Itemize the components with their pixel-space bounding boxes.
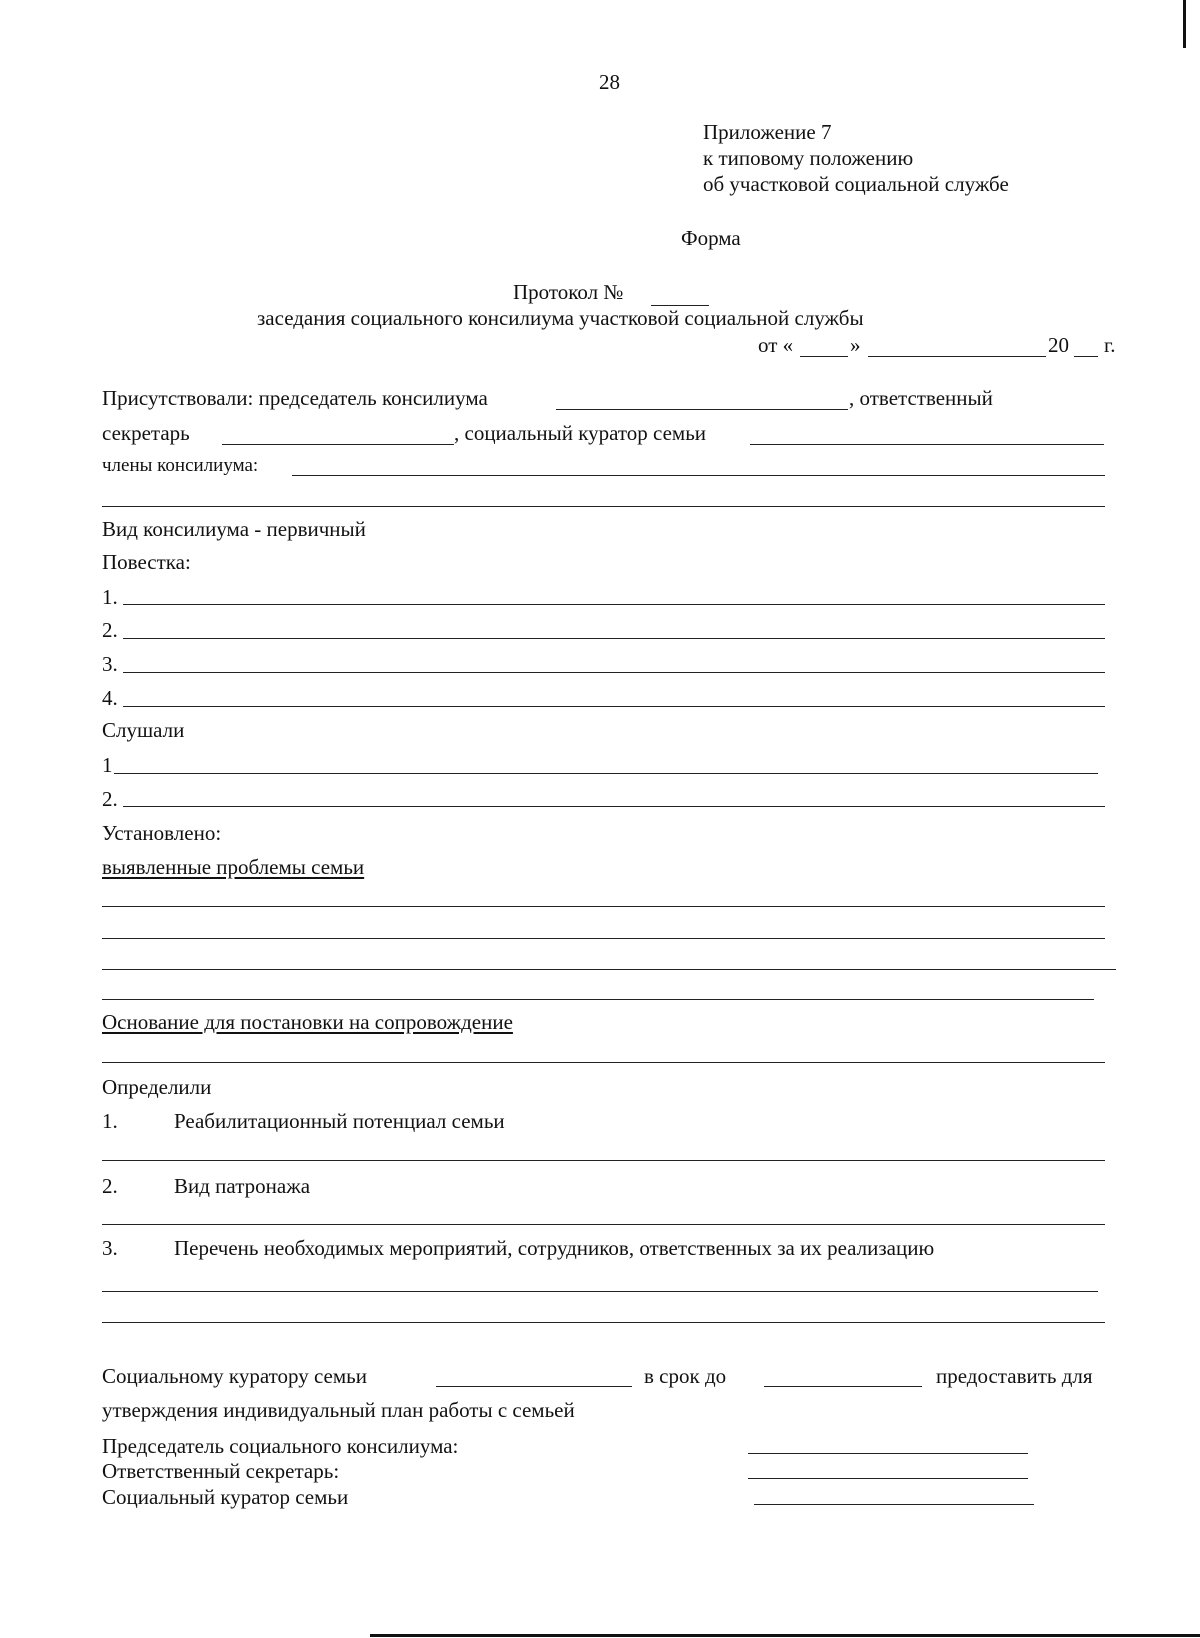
- signature-chair-line[interactable]: [748, 1453, 1028, 1454]
- members-label: члены консилиума:: [102, 455, 259, 476]
- problems-heading: выявленные проблемы семьи: [102, 855, 365, 879]
- date-prefix: от «: [758, 333, 794, 357]
- final-deadline-line[interactable]: [764, 1386, 922, 1387]
- date-close: »: [850, 333, 861, 357]
- date-day-line[interactable]: [800, 356, 848, 357]
- established-label: Установлено:: [102, 821, 222, 845]
- determined-line-1[interactable]: [102, 1160, 1105, 1161]
- problems-line-1[interactable]: [102, 906, 1105, 907]
- scan-edge-bottom: [370, 1634, 1200, 1637]
- year-prefix: 20: [1048, 333, 1069, 357]
- scan-edge-top: [1183, 0, 1186, 48]
- agenda-item-4: 4.: [102, 686, 118, 710]
- determined-text-2: Вид патронажа: [174, 1174, 311, 1198]
- problems-line-4[interactable]: [102, 999, 1094, 1000]
- council-type: Вид консилиума - первичный: [102, 517, 366, 541]
- agenda-line-2[interactable]: [123, 638, 1105, 639]
- appendix-line-3: об участковой социальной службе: [703, 172, 1009, 196]
- agenda-line-1[interactable]: [123, 604, 1105, 605]
- agenda-item-3: 3.: [102, 652, 118, 676]
- heard-label: Слушали: [102, 718, 185, 742]
- basis-heading: Основание для постановки на сопровождение: [102, 1010, 513, 1034]
- determined-line-4[interactable]: [102, 1322, 1105, 1323]
- secretary-name-line[interactable]: [222, 444, 454, 445]
- protocol-title: Протокол №: [513, 280, 624, 304]
- protocol-subtitle: заседания социального консилиума участковой социальной службы: [257, 306, 864, 330]
- signature-curator-label: Социальный куратор семьи: [102, 1485, 349, 1509]
- appendix-line-2: к типовому положению: [703, 146, 914, 170]
- date-month-line[interactable]: [868, 356, 1046, 357]
- determined-num-3: 3.: [102, 1236, 118, 1260]
- signature-secretary-line[interactable]: [748, 1478, 1028, 1479]
- determined-num-1: 1.: [102, 1109, 118, 1133]
- page-number: 28: [599, 70, 620, 94]
- signature-curator-line[interactable]: [754, 1504, 1034, 1505]
- basis-line[interactable]: [102, 1062, 1105, 1063]
- agenda-label: Повестка:: [102, 550, 191, 574]
- signature-chair-label: Председатель социального консилиума:: [102, 1434, 459, 1458]
- determined-text-1: Реабилитационный потенциал семьи: [174, 1109, 505, 1133]
- year-suffix: г.: [1104, 333, 1116, 357]
- final-line-2: утверждения индивидуальный план работы с семьей: [102, 1398, 575, 1422]
- signature-secretary-label: Ответственный секретарь:: [102, 1459, 340, 1483]
- heard-item-2: 2.: [102, 787, 118, 811]
- curator-name-line[interactable]: [750, 444, 1104, 445]
- determined-label: Определили: [102, 1075, 212, 1099]
- heard-line-1[interactable]: [114, 773, 1098, 774]
- agenda-line-4[interactable]: [123, 706, 1105, 707]
- problems-line-2[interactable]: [102, 938, 1105, 939]
- problems-line-3[interactable]: [102, 969, 1116, 970]
- agenda-item-2: 2.: [102, 618, 118, 642]
- responsible-label: , ответственный: [849, 386, 993, 410]
- present-label: Присутствовали: председатель консилиума: [102, 386, 488, 410]
- heard-item-1: 1: [102, 753, 113, 777]
- determined-line-2[interactable]: [102, 1224, 1105, 1225]
- final-curator: Социальному куратору семьи: [102, 1364, 367, 1388]
- agenda-item-1: 1.: [102, 585, 118, 609]
- heard-line-2[interactable]: [123, 806, 1105, 807]
- curator-label: , социальный куратор семьи: [454, 421, 707, 445]
- determined-line-3[interactable]: [102, 1291, 1098, 1292]
- determined-text-3: Перечень необходимых мероприятий, сотрудников, ответственных за их реализацию: [174, 1236, 935, 1260]
- chair-name-line[interactable]: [556, 409, 848, 410]
- final-deadline: в срок до: [644, 1364, 727, 1388]
- appendix-line-1: Приложение 7: [703, 120, 832, 144]
- final-curator-line[interactable]: [436, 1386, 632, 1387]
- year-line[interactable]: [1074, 356, 1098, 357]
- secretary-label: секретарь: [102, 421, 190, 445]
- final-provide: предоставить для: [936, 1364, 1093, 1388]
- members-line-1[interactable]: [292, 475, 1105, 476]
- members-line-2[interactable]: [102, 506, 1105, 507]
- determined-num-2: 2.: [102, 1174, 118, 1198]
- agenda-line-3[interactable]: [123, 672, 1105, 673]
- form-label: Форма: [681, 226, 741, 250]
